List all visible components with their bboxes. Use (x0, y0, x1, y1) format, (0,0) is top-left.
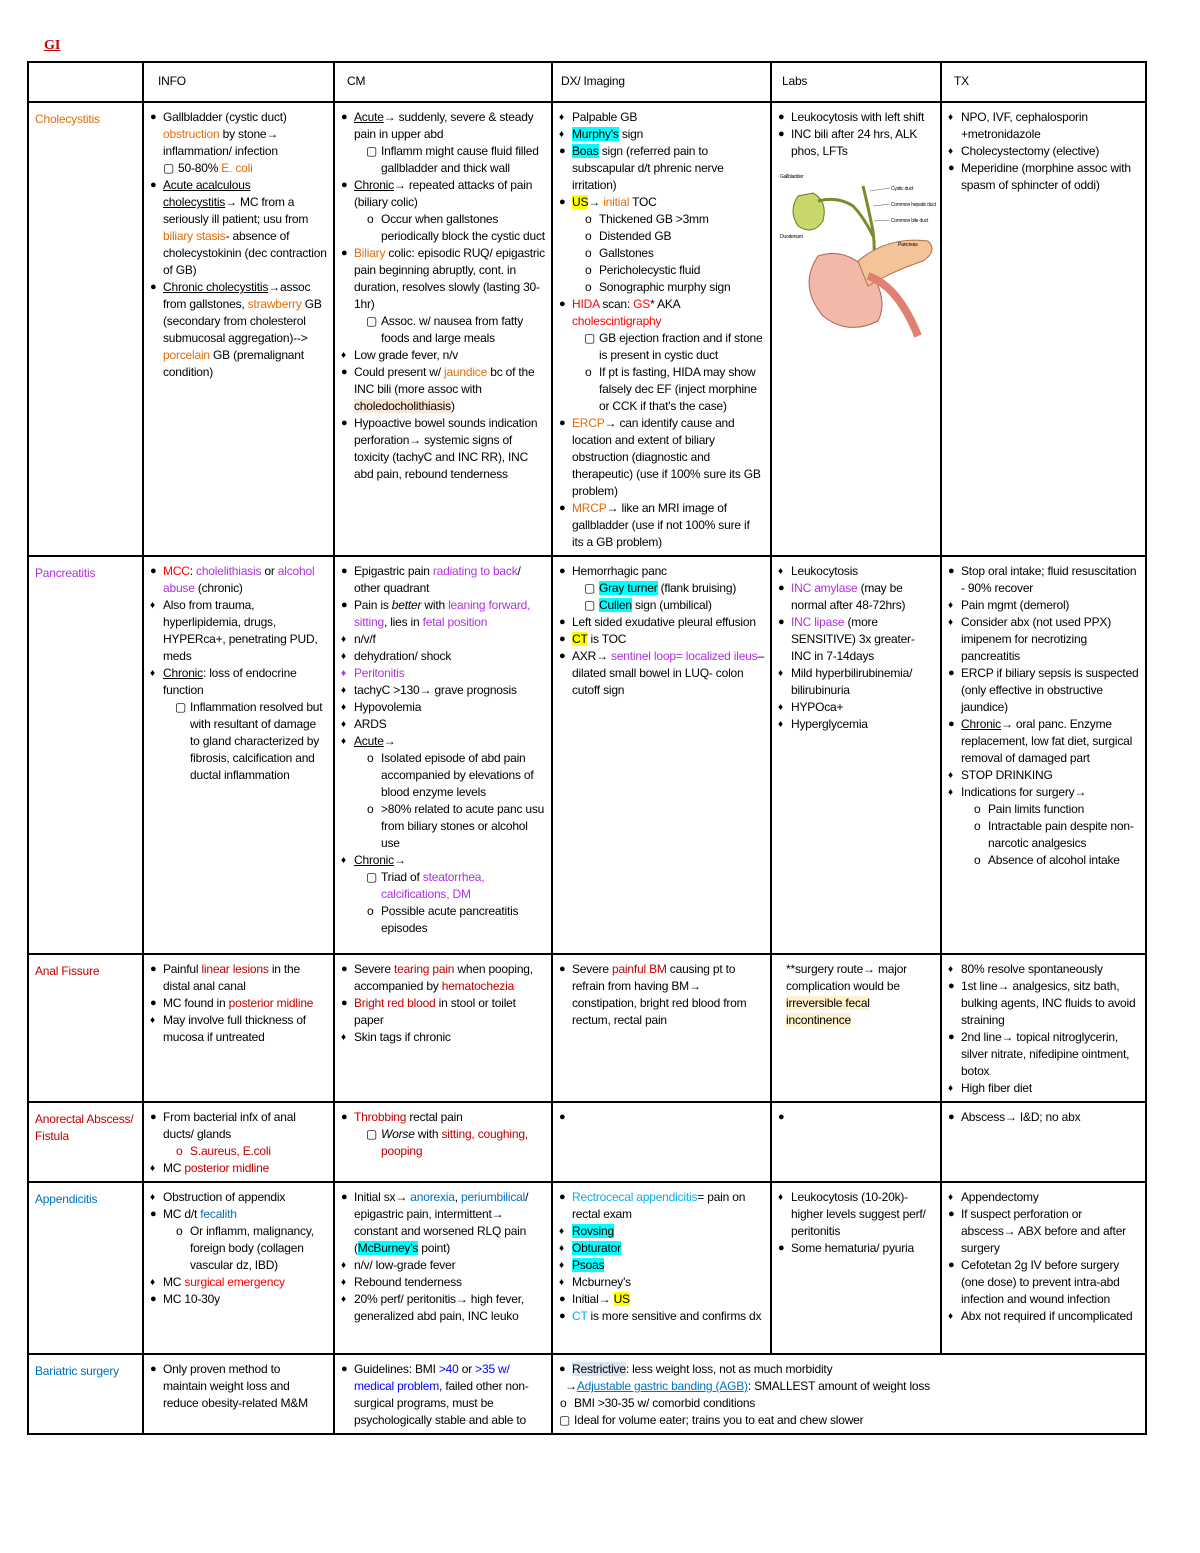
list-item: ● INC amylase (may be normal after 48-72hrs) (778, 580, 934, 614)
list-item: ♦ May involve full thickness of mucosa if untreated (150, 1012, 327, 1046)
list-item: ♦ Chronic→ ▢ Triad of steatorrhea, calcifications, DM o Possible acute pancreatitis episodes (341, 852, 545, 937)
list-item: ♦ Mcburney's (559, 1274, 764, 1291)
list-item: ● Hemorrhagic panc ▢ Gray turner (flank bruising) ▢ Cullen sign (umbilical) (559, 563, 764, 614)
list-item: ♦ Pain mgmt (demerol) (948, 597, 1139, 614)
svg-text:Duodenum: Duodenum (780, 234, 803, 240)
anorectal-dx (552, 1102, 771, 1182)
anal-fissure-tx (941, 954, 1146, 1102)
anorectal-cm (334, 1102, 552, 1182)
list-item: ♦ Leukocytosis (778, 563, 934, 580)
cholecystitis-labs (771, 102, 941, 556)
list-item: ● Severe tearing pain when pooping, accompanied by hematochezia (341, 961, 545, 995)
pancreatitis-cm (334, 556, 552, 954)
header-row (28, 62, 1146, 102)
list-item: ● Throbbing rectal pain ▢ Worse with sitting, coughing, pooping (341, 1109, 545, 1160)
list-item: ♦ 20% perf/ peritonitis→ high fever, generalized abd pain, INC leuko (341, 1291, 545, 1325)
list-item: ● AXR→ sentinel loop= localized ileus– dilated small bowel in LUQ- colon cutoff sign (559, 648, 764, 699)
list-item: ● Severe painful BM causing pt to refrain from having BM→ constipation, bright red blood from rectum, rectal pain (559, 961, 764, 1029)
list-item: ♦ Indications for surgery→ o Pain limits function o Intractable pain despite non-narcotic analgesics o Absence of alcohol intake (948, 784, 1139, 869)
list-item: ● Initial→ US (559, 1291, 764, 1308)
list-item: ● Could present w/ jaundice bc of the INC bili (more assoc with choledocholithiasis) (341, 364, 545, 415)
list-item: ● Meperidine (morphine assoc with spasm of sphincter of oddi) (948, 160, 1139, 194)
header-cell-dx: DX/ Imaging (552, 62, 771, 102)
list-item: ● Left sided exudative pleural effusion (559, 614, 764, 631)
svg-text:Pancreas: Pancreas (898, 242, 918, 248)
header-cell-info: INFO (143, 62, 334, 102)
list-item: ● From bacterial infx of anal ducts/ glands o S.aureus, E.coli (150, 1109, 327, 1160)
row-cholecystitis (28, 102, 1146, 556)
cholecystitis-info (143, 102, 334, 556)
list-item: ● Guidelines: BMI >40 or >35 w/ medical problem, failed other non-surgical programs, must be psychologically stable and able to (341, 1361, 545, 1429)
list-item: ● Chronic cholecystitis→assoc from gallstones, strawberry GB (secondary from cholesterol submucosal aggregation)--> porcelain GB (premalignant condition) (150, 279, 327, 381)
list-item (778, 1109, 934, 1126)
header-cell-blank (28, 62, 143, 102)
list-item: ♦ HYPOca+ (778, 699, 934, 716)
list-item: ● Abscess→ I&D; no abx (948, 1109, 1139, 1126)
list-item: ♦ Palpable GB (559, 109, 764, 126)
header-cell-labs: Labs (771, 62, 941, 102)
list-item: ● MC found in posterior midline (150, 995, 327, 1012)
list-item: ♦ n/v/ low-grade fever (341, 1257, 545, 1274)
gi-table (27, 61, 1147, 1435)
list-item: ● CT is more sensitive and confirms dx (559, 1308, 764, 1325)
topic-bariatric: Bariatric surgery (28, 1354, 143, 1434)
list-item: ● Boas sign (referred pain to subscapular d/t phrenic nerve irritation) (559, 143, 764, 194)
appendicitis-info (143, 1182, 334, 1354)
cholecystitis-dx (552, 102, 771, 556)
bariatric-cm (334, 1354, 552, 1434)
list-item: ♦ n/v/f (341, 631, 545, 648)
document-title: GI (44, 38, 61, 53)
list-item: ♦ Low grade fever, n/v (341, 347, 545, 364)
list-item: ♦ Rebound tenderness (341, 1274, 545, 1291)
pancreatitis-dx (552, 556, 771, 954)
anal-fissure-cm (334, 954, 552, 1102)
list-item: ● If suspect perforation or abscess→ ABX before and after surgery (948, 1206, 1139, 1257)
list-item: ♦ Appendectomy (948, 1189, 1139, 1206)
appendicitis-tx (941, 1182, 1146, 1354)
list-item: ♦ Mild hyperbilirubinemia/ bilirubinuria (778, 665, 934, 699)
list-item: ● Pain is better with leaning forward, sitting, lies in fetal position (341, 597, 545, 631)
pancreatitis-info (143, 556, 334, 954)
list-item: ♦ Rovsing (559, 1223, 764, 1240)
appendicitis-labs (771, 1182, 941, 1354)
anal-fissure-dx (552, 954, 771, 1102)
list-item: ● Chronic→ repeated attacks of pain (biliary colic) o Occur when gallstones periodically block the cystic duct (341, 177, 545, 245)
list-item: ● MC d/t fecalith o Or inflamm, malignancy, foreign body (collagen vascular dz, IBD) (150, 1206, 327, 1274)
cholecystitis-cm (334, 102, 552, 556)
pancreas-gallbladder-diagram-icon (778, 166, 938, 346)
list-item: ♦ dehydration/ shock (341, 648, 545, 665)
list-item: ● INC bili after 24 hrs, ALK phos, LFTs (778, 126, 934, 160)
list-item: ● MC 10-30y (150, 1291, 327, 1308)
list-item: ● Painful linear lesions in the distal anal canal (150, 961, 327, 995)
bariatric-info (143, 1354, 334, 1434)
list-item: ♦ Chronic: loss of endocrine function ▢ Inflammation resolved but with resultant of damage to gland characterized by fibrosis, calcification and ductal inflammation (150, 665, 327, 784)
list-item: ♦ MC surgical emergency (150, 1274, 327, 1291)
list-item: ● Leukocytosis with left shift (778, 109, 934, 126)
row-bariatric (28, 1354, 1146, 1434)
pancreatitis-tx (941, 556, 1146, 954)
pancreatitis-labs (771, 556, 941, 954)
list-item: ● MRCP→ like an MRI image of gallbladder (use if not 100% sure if its a GB problem) (559, 500, 764, 551)
list-item: ● Restrictive: less weight loss, not as much morbidity (559, 1361, 1139, 1378)
list-item: ♦ Obstruction of appendix (150, 1189, 327, 1206)
header-cell-cm: CM (334, 62, 552, 102)
cholecystitis-tx (941, 102, 1146, 556)
list-item: ♦ Hyperglycemia (778, 716, 934, 733)
list-item: ♦ Also from trauma, hyperlipidemia, drugs, HYPERca+, penetrating PUD, meds (150, 597, 327, 665)
list-item: ● Hypoactive bowel sounds indication perforation→ systemic signs of toxicity (tachyC and INC RR), INC abd pain, rebound tenderness (341, 415, 545, 483)
list-item: ♦ Skin tags if chronic (341, 1029, 545, 1046)
appendicitis-cm (334, 1182, 552, 1354)
list-item: ● US→ initial TOC o Thickened GB >3mm o Distended GB o Gallstones o Pericholecystic fluid o Sonographic murphy sign (559, 194, 764, 296)
svg-text:Common hepatic duct: Common hepatic duct (891, 202, 936, 208)
list-item: ● 2nd line→ topical nitroglycerin, silver nitrate, nifedipine ointment, botox (948, 1029, 1139, 1080)
list-item (559, 1109, 764, 1126)
list-item: ● HIDA scan: GS* AKA cholescintigraphy ▢ GB ejection fraction and if stone is present in cystic duct o If pt is fasting, HIDA may show falsely dec EF (inject morphine or CCK if that's the case) (559, 296, 764, 415)
bariatric-dx: ● Restrictive: less weight loss, not as much morbidity →Adjustable gastric banding (AGB): SMALLEST amount of weight loss o BMI >30-35 w/ comorbid conditions ▢ Ideal for volume eater; trains you to eat and chew slower (552, 1354, 1146, 1434)
list-item: ♦ STOP DRINKING (948, 767, 1139, 784)
list-item: ● Gallbladder (cystic duct) obstruction by stone→ inflammation/ infection ▢ 50-80% E. coli (150, 109, 327, 177)
list-item: ♦ Hypovolemia (341, 699, 545, 716)
list-item: ● Acute acalculous cholecystitis→ MC from a seriously ill patient; usu from biliary stasis- absence of cholecystokinin (dec contraction of GB) (150, 177, 327, 279)
anorectal-info (143, 1102, 334, 1182)
header-cell-tx: TX (941, 62, 1146, 102)
svg-text:Cystic duct: Cystic duct (891, 186, 914, 192)
list-item: ♦ Abx not required if uncomplicated (948, 1308, 1139, 1325)
list-item: ♦ Peritonitis (341, 665, 545, 682)
appendicitis-dx (552, 1182, 771, 1354)
row-pancreatitis (28, 556, 1146, 954)
list-item: ● Acute→ suddenly, severe & steady pain in upper abd ▢ Inflamm might cause fluid filled gallbladder and thick wall (341, 109, 545, 177)
list-item: ♦ Obturator (559, 1240, 764, 1257)
list-item: ♦ Cholecystectomy (elective) (948, 143, 1139, 160)
topic-pancreatitis: Pancreatitis (28, 556, 143, 954)
list-item: ♦ ARDS (341, 716, 545, 733)
list-item: ● Epigastric pain radiating to back/ other quadrant (341, 563, 545, 597)
row-appendicitis (28, 1182, 1146, 1354)
list-item: ♦ Psoas (559, 1257, 764, 1274)
anal-fissure-labs: **surgery route→ major complication would be irreversible fecal incontinence (771, 954, 941, 1102)
row-anal-fissure (28, 954, 1146, 1102)
list-item: ● MCC: cholelithiasis or alcohol abuse (chronic) (150, 563, 327, 597)
list-item: ● CT is TOC (559, 631, 764, 648)
list-item: ♦ Acute→ o Isolated episode of abd pain accompanied by elevations of blood enzyme levels o >80% related to acute panc usu from biliary stones or alcohol use (341, 733, 545, 852)
list-item: ♦ MC posterior midline (150, 1160, 327, 1177)
anorectal-tx (941, 1102, 1146, 1182)
list-item: ♦ High fiber diet (948, 1080, 1139, 1097)
list-item: ♦ Leukocytosis (10-20k)- higher levels suggest perf/ peritonitis (778, 1189, 934, 1240)
anorectal-labs (771, 1102, 941, 1182)
list-item: ♦ Consider abx (not used PPX) imipenem for necrotizing pancreatitis (948, 614, 1139, 665)
list-item: ● 1st line→ analgesics, sitz bath, bulking agents, INC fluids to avoid straining (948, 978, 1139, 1029)
list-item: ● INC lipase (more SENSITIVE) 3x greater- INC in 7-14days (778, 614, 934, 665)
topic-anal-fissure: Anal Fissure (28, 954, 143, 1102)
list-item: ♦ Murphy's sign (559, 126, 764, 143)
list-item: ♦ 80% resolve spontaneously (948, 961, 1139, 978)
list-item: ● Rectrocecal appendicitis= pain on rectal exam (559, 1189, 764, 1223)
anal-fissure-info (143, 954, 334, 1102)
list-item: ● Some hematuria/ pyuria (778, 1240, 934, 1257)
svg-text:Common bile duct: Common bile duct (891, 218, 929, 224)
list-item: ● ERCP→ can identify cause and location and extent of biliary obstruction (diagnostic and therapeutic) (use if 100% sure its GB problem) (559, 415, 764, 500)
list-item: ♦ tachyC >130→ grave prognosis (341, 682, 545, 699)
topic-anorectal: Anorectal Abscess/ Fistula (28, 1102, 143, 1182)
row-anorectal (28, 1102, 1146, 1182)
list-item: ● Cefotetan 2g IV before surgery (one dose) to prevent intra-abd infection and wound infection (948, 1257, 1139, 1308)
list-item: ● Initial sx→ anorexia, periumbilical/ epigastric pain, intermittent→ constant and worsened RLQ pain (McBurney's point) (341, 1189, 545, 1257)
topic-cholecystitis: Cholecystitis (28, 102, 143, 556)
list-item: ● Stop oral intake; fluid resuscitation - 90% recover (948, 563, 1139, 597)
list-item: ● ERCP if biliary sepsis is suspected (only effective in obstructive jaundice) (948, 665, 1139, 716)
topic-appendicitis: Appendicitis (28, 1182, 143, 1354)
list-item: ● Bright red blood in stool or toilet paper (341, 995, 545, 1029)
list-item: ● Chronic→ oral panc. Enzyme replacement, low fat diet, surgical removal of damaged part (948, 716, 1139, 767)
list-item: ● Only proven method to maintain weight loss and reduce obesity-related M&M (150, 1361, 327, 1412)
svg-text:Gallbladder: Gallbladder (780, 174, 804, 180)
list-item: ♦ NPO, IVF, cephalosporin +metronidazole (948, 109, 1139, 143)
list-item: ● Biliary colic: episodic RUQ/ epigastric pain beginning abruptly, cont. in duration, resolves slowly (lasting 30-1hr) ▢ Assoc. w/ nausea from fatty foods and large meals (341, 245, 545, 347)
